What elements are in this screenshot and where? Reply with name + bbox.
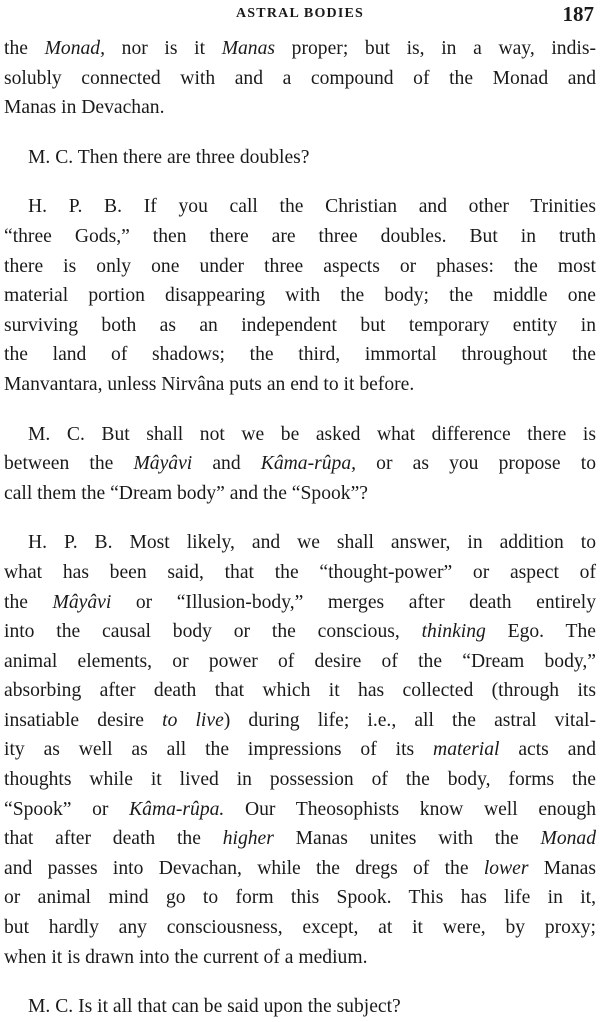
italic-text: thinking xyxy=(421,621,486,643)
text-run: material portion disappearing with the body; the middle one xyxy=(4,285,596,307)
text-line xyxy=(4,143,596,173)
italic-text: lower xyxy=(483,857,529,879)
text-line xyxy=(4,222,596,252)
book-page xyxy=(4,0,596,1022)
text-line xyxy=(4,479,596,509)
text-run: when it is drawn into the current of a medium. xyxy=(4,946,368,968)
text-line xyxy=(4,883,596,913)
text-line xyxy=(4,311,596,341)
text-run: proper; but is, in a way, indis- xyxy=(275,38,596,59)
text-line xyxy=(4,340,596,370)
running-title: ASTRAL BODIES xyxy=(235,6,365,21)
text-run: M. C. Is it all that can be said upon the subject? xyxy=(28,996,401,1018)
paragraph xyxy=(4,192,596,399)
text-line xyxy=(4,449,596,479)
text-line xyxy=(4,617,596,647)
text-line xyxy=(4,943,596,973)
text-line xyxy=(4,913,596,943)
text-run: ity as well as all the impressions of its xyxy=(4,739,434,761)
text-line xyxy=(4,706,596,736)
text-run: thoughts while it lived in possession of the body, forms the xyxy=(4,769,596,791)
text-line xyxy=(4,765,596,795)
page-number: 187 xyxy=(562,2,594,26)
text-run: H. P. B. If you call the Christian and other Trinities xyxy=(28,196,596,218)
text-run: the xyxy=(4,591,53,613)
body-text xyxy=(4,34,596,1022)
text-line xyxy=(4,528,596,558)
text-run: Manas xyxy=(528,857,596,879)
paragraph xyxy=(4,34,596,123)
text-run: Our Theosophists know well enough xyxy=(224,798,596,820)
text-line xyxy=(4,588,596,618)
text-run: or as you propose to xyxy=(356,453,596,475)
text-run: and xyxy=(192,453,261,475)
text-line xyxy=(4,192,596,222)
paragraph xyxy=(4,420,596,509)
text-line xyxy=(4,252,596,282)
text-line xyxy=(4,420,596,450)
italic-text: Kâma-rûpa. xyxy=(129,798,225,820)
text-run: the xyxy=(4,38,45,59)
text-line xyxy=(4,93,596,123)
text-line xyxy=(4,64,596,94)
italic-text: to live xyxy=(162,709,224,731)
text-run: Manas in Devachan. xyxy=(4,97,165,119)
italic-text: Monad xyxy=(540,828,597,850)
italic-text: Monad, xyxy=(44,38,106,59)
text-run: absorbing after death that which it has collected (through its xyxy=(4,680,596,702)
text-run: but hardly any consciousness, except, at it were, by proxy; xyxy=(4,917,596,939)
text-run: H. P. B. Most likely, and we shall answer, in addition to xyxy=(28,532,596,554)
text-run: Ego. The xyxy=(485,621,596,643)
text-line xyxy=(4,824,596,854)
text-run: insatiable desire xyxy=(4,709,163,731)
text-run: nor is it xyxy=(105,38,222,59)
text-run: or “Illusion-body,” merges after death entirely xyxy=(111,591,597,613)
text-line xyxy=(4,281,596,311)
italic-text: Mâyâvi xyxy=(52,591,112,613)
paragraph xyxy=(4,528,596,972)
text-run: between the xyxy=(4,453,134,475)
text-run: “three Gods,” then there are three doubles. But in truth xyxy=(4,225,596,247)
italic-text: higher xyxy=(222,828,274,850)
running-head xyxy=(4,0,596,34)
text-line xyxy=(4,370,596,400)
text-line xyxy=(4,735,596,765)
text-run: or animal mind go to form this Spook. This has life in it, xyxy=(4,887,596,909)
text-run: Manas unites with the xyxy=(273,828,541,850)
text-run: and passes into Devachan, while the dregs of the xyxy=(4,857,484,879)
text-run: the land of shadows; the third, immortal throughout the xyxy=(4,344,596,366)
paragraph-gap xyxy=(4,972,596,992)
text-line xyxy=(4,34,596,64)
text-run: ) during life; i.e., all the astral vital- xyxy=(223,709,597,731)
text-line xyxy=(4,992,596,1022)
text-run: M. C. Then there are three doubles? xyxy=(28,146,310,168)
italic-text: Kâma-rûpa, xyxy=(260,453,357,475)
italic-text: Manas xyxy=(221,38,276,59)
italic-text: material xyxy=(433,739,500,761)
text-run: Manvantara, unless Nirvâna puts an end to it before. xyxy=(4,373,415,395)
text-run: call them the “Dream body” and the “Spook”? xyxy=(4,482,368,504)
paragraph-gap xyxy=(4,508,596,528)
text-run: into the causal body or the conscious, xyxy=(4,621,422,643)
paragraph-gap xyxy=(4,172,596,192)
text-run: acts and xyxy=(499,739,596,761)
text-line xyxy=(4,676,596,706)
text-line xyxy=(4,558,596,588)
paragraph xyxy=(4,992,596,1022)
text-line xyxy=(4,854,596,884)
text-run: surviving both as an independent but temporary entity in xyxy=(4,314,596,336)
text-run: solubly connected with and a compound of the Monad and xyxy=(4,67,596,89)
paragraph-gap xyxy=(4,123,596,143)
text-run: what has been said, that the “thought-power” or aspect of xyxy=(4,561,596,583)
text-run: “Spook” or xyxy=(4,798,130,820)
italic-text: Mâyâvi xyxy=(133,453,193,475)
text-run: there is only one under three aspects or phases: the most xyxy=(4,255,596,277)
text-run: animal elements, or power of desire of the “Dream body,” xyxy=(4,650,596,672)
text-line xyxy=(4,795,596,825)
paragraph xyxy=(4,143,596,173)
text-run: that after death the xyxy=(4,828,223,850)
text-run: M. C. But shall not we be asked what difference there is xyxy=(28,423,596,445)
text-line xyxy=(4,647,596,677)
paragraph-gap xyxy=(4,400,596,420)
